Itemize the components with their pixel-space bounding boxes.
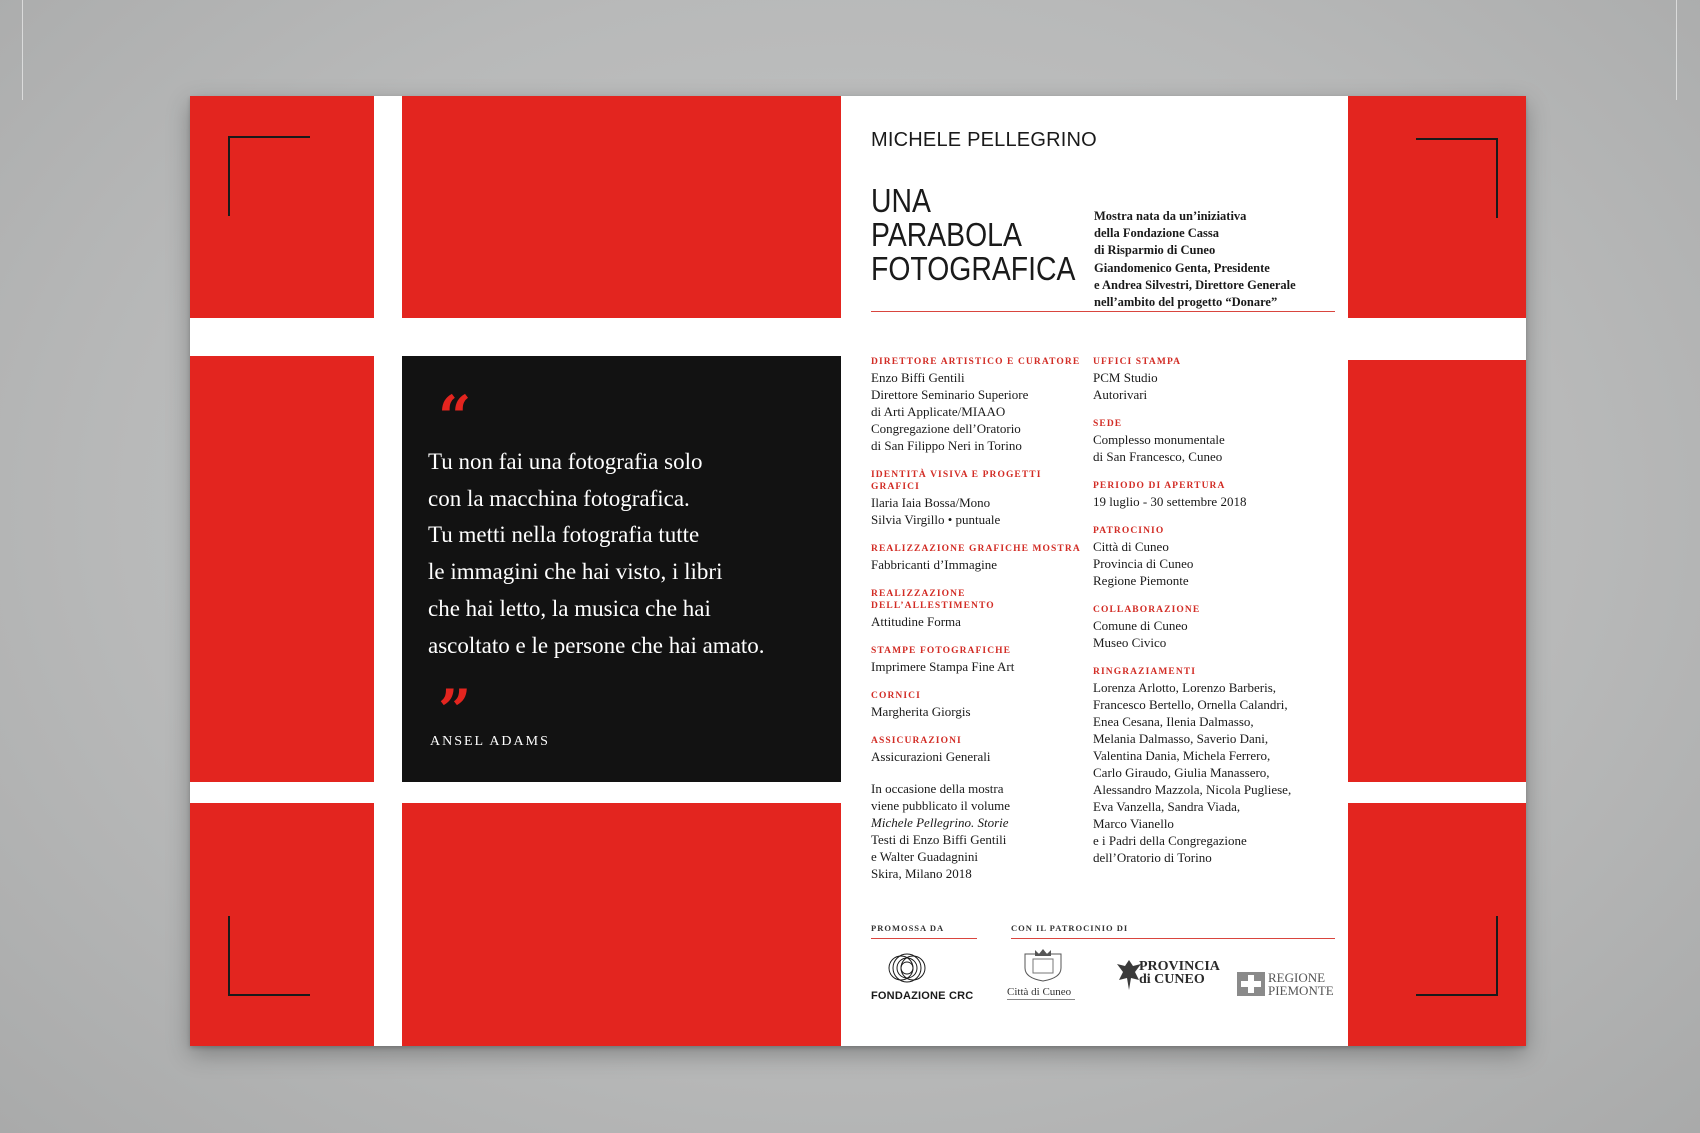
credit-line: di Arti Applicate/MIAAO (871, 404, 1006, 419)
regione-piemonte-label (1268, 971, 1334, 997)
credit-section (871, 469, 1091, 528)
credit-label: DIRETTORE ARTISTICO E CURATORE (871, 357, 1081, 367)
credit-line: Carlo Giraudo, Giulia Manassero, (1093, 765, 1270, 780)
provincia-line: di CUNEO (1139, 972, 1205, 987)
regione-line: PIEMONTE (1268, 983, 1334, 998)
provincia-line: PROVINCIA (1139, 959, 1220, 974)
quote-line: con la macchina fotografica. (428, 485, 690, 511)
note-line: Skira, Milano 2018 (871, 866, 972, 881)
note-line: Testi di Enzo Biffi Gentili (871, 832, 1007, 847)
credit-line: Assicurazioni Generali (871, 749, 991, 764)
credit-label: CORNICI (871, 691, 921, 701)
intro-line: di Risparmio di Cuneo (1094, 243, 1216, 258)
quote-line: Tu metti nella fotografia tutte (428, 522, 700, 548)
credit-line: 19 luglio - 30 settembre 2018 (1093, 494, 1247, 509)
credit-label: REALIZZAZIONE DELL’ALLESTIMENTO (871, 589, 995, 611)
quote-line: che hai letto, la musica che hai (428, 595, 711, 621)
credit-line: Città di Cuneo (1093, 539, 1169, 554)
red-block (190, 356, 374, 782)
credit-line: Enzo Biffi Gentili (871, 370, 965, 385)
title-line: UNA (871, 182, 931, 219)
credit-line: Regione Piemonte (1093, 573, 1189, 588)
credits-left (871, 356, 1091, 882)
intro-line: nell’ambito del progetto “Donare” (1094, 295, 1278, 310)
title-line: PARABOLA (871, 216, 1022, 253)
quote-line: ascoltato e le persone che hai amato. (428, 632, 765, 658)
credit-section (1093, 356, 1343, 403)
crop-mark-bottom-right (1416, 916, 1498, 996)
credit-label: COLLABORAZIONE (1093, 605, 1201, 615)
crop-mark-bottom-left (228, 916, 310, 996)
red-block (402, 96, 841, 318)
citta-di-cuneo-crest-icon (1021, 948, 1065, 982)
credit-line: dell’Oratorio di Torino (1093, 850, 1212, 865)
credit-label: UFFICI STAMPA (1093, 357, 1182, 367)
divider (871, 938, 977, 939)
credit-line: Autorivari (1093, 387, 1148, 402)
provincia-cuneo-label (1139, 960, 1220, 986)
artist-name: MICHELE PELLEGRINO (871, 129, 1097, 151)
note-line: e Walter Guadagnini (871, 849, 979, 864)
quote-line: le immagini che hai visto, i libri (428, 559, 723, 585)
credit-line: Margherita Giorgis (871, 704, 971, 719)
credit-section (871, 735, 1091, 765)
open-quote-mark: “ (438, 383, 466, 451)
credit-line: Imprimere Stampa Fine Art (871, 659, 1015, 674)
credit-line: Complesso monumentale (1093, 432, 1225, 447)
credit-label: PERIODO DI APERTURA (1093, 481, 1226, 491)
credit-line: Museo Civico (1093, 635, 1167, 650)
credit-line: di San Filippo Neri in Torino (871, 438, 1022, 453)
crop-mark-top-right (1416, 138, 1498, 218)
credit-label: ASSICURAZIONI (871, 736, 962, 746)
quote-text (428, 444, 833, 664)
intro-text (1094, 208, 1344, 311)
credit-line: Lorenza Arlotto, Lorenzo Barberis, (1093, 680, 1277, 695)
book-title: Michele Pellegrino. Storie (871, 815, 1009, 830)
credit-line: Direttore Seminario Superiore (871, 387, 1029, 402)
regione-line: REGIONE (1268, 970, 1326, 985)
info-column (853, 96, 1351, 1046)
close-quote-mark: ” (438, 677, 466, 745)
credit-line: Provincia di Cuneo (1093, 556, 1194, 571)
credit-label: IDENTITÀ VISIVA E PROGETTI GRAFICI (871, 470, 1042, 492)
credit-line: Eva Vanzella, Sandra Viada, (1093, 799, 1241, 814)
credit-section (871, 690, 1091, 720)
credit-section (871, 588, 1091, 630)
credit-section (1093, 666, 1343, 866)
intro-line: della Fondazione Cassa (1094, 226, 1220, 241)
credit-line: Ilaria Iaia Bossa/Mono (871, 495, 991, 510)
fondazione-crc-name: FONDAZIONE CRC (871, 990, 974, 1002)
red-block (1348, 360, 1526, 782)
quote-author: ANSEL ADAMS (430, 734, 550, 749)
credit-section (871, 543, 1091, 573)
credit-line: Marco Vianello (1093, 816, 1174, 831)
credit-label: SEDE (1093, 419, 1123, 429)
credit-line: Congregazione dell’Oratorio (871, 421, 1021, 436)
note-line: viene pubblicato il volume (871, 798, 1010, 813)
credit-label: REALIZZAZIONE GRAFICHE MOSTRA (871, 544, 1081, 554)
credit-section (871, 645, 1091, 675)
credit-section (1093, 525, 1343, 589)
promoted-by-label: PROMOSSA DA (871, 923, 945, 933)
intro-line: Giandomenico Genta, Presidente (1094, 260, 1270, 275)
intro-line: e Andrea Silvestri, Direttore Generale (1094, 277, 1296, 292)
divider (871, 311, 1335, 312)
credit-line: Fabbricanti d’Immagine (871, 557, 997, 572)
publication-note (871, 780, 1091, 882)
patronage-label: CON IL PATROCINIO DI (1011, 923, 1129, 933)
credits-right (1093, 356, 1343, 881)
credit-section (1093, 480, 1343, 510)
credit-line: Valentina Dania, Michela Ferrero, (1093, 748, 1271, 763)
credit-line: Comune di Cuneo (1093, 618, 1188, 633)
credit-line: Alessandro Mazzola, Nicola Pugliese, (1093, 782, 1292, 797)
quote-line: Tu non fai una fotografia solo (428, 449, 703, 474)
exhibition-title (871, 184, 1075, 286)
exhibition-panel (190, 96, 1526, 1046)
logo-underline (1007, 999, 1075, 1000)
credit-label: PATROCINIO (1093, 526, 1165, 536)
crop-mark-top-left (228, 136, 310, 216)
intro-line: Mostra nata da un’iniziativa (1094, 209, 1247, 223)
credit-line: Attitudine Forma (871, 614, 961, 629)
credit-line: Enea Cesana, Ilenia Dalmasso, (1093, 714, 1254, 729)
credit-line: e i Padri della Congregazione (1093, 833, 1247, 848)
credit-section (1093, 604, 1343, 651)
credit-line: di San Francesco, Cuneo (1093, 449, 1223, 464)
credit-line: PCM Studio (1093, 370, 1158, 385)
credit-section (871, 356, 1091, 454)
credit-line: Melania Dalmasso, Saverio Dani, (1093, 731, 1269, 746)
regione-piemonte-flag-icon (1237, 972, 1265, 996)
divider (1011, 938, 1335, 939)
credit-section (1093, 418, 1343, 465)
credit-line: Silvia Virgillo • puntuale (871, 512, 1001, 527)
hanging-wire-left (22, 0, 23, 100)
citta-di-cuneo-label: Città di Cuneo (1007, 986, 1072, 998)
credit-label: RINGRAZIAMENTI (1093, 667, 1197, 677)
fondazione-crc-logo-icon (885, 952, 929, 984)
credit-label: STAMPE FOTOGRAFICHE (871, 646, 1012, 656)
credit-line: Francesco Bertello, Ornella Calandri, (1093, 697, 1288, 712)
red-block (402, 803, 841, 1046)
title-line: FOTOGRAFICA (871, 250, 1076, 287)
quote-box (402, 356, 841, 782)
note-line: In occasione della mostra (871, 781, 1004, 796)
hanging-wire-right (1676, 0, 1677, 100)
